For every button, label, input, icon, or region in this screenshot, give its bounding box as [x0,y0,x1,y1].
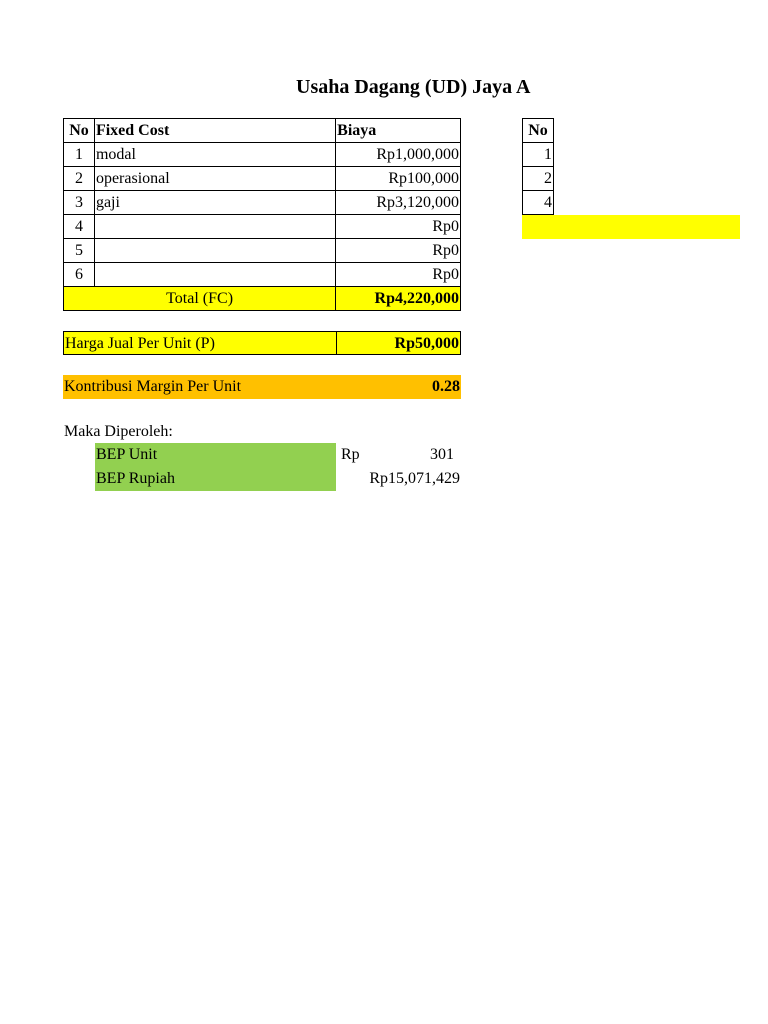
fixed-cost-table [63,118,461,311]
table-row [523,167,554,191]
result-heading: Maka Diperoleh: [64,423,173,440]
header-fixed-cost[interactable]: Fixed Cost [94,119,335,143]
total-label[interactable]: Total (FC) [64,287,336,311]
row-no[interactable]: 6 [64,263,95,287]
total-row [64,287,461,311]
header-biaya[interactable]: Biaya [336,119,461,143]
table-row [64,239,461,263]
table-row [523,143,554,167]
total-value[interactable]: Rp4,220,000 [336,287,461,311]
header-no[interactable]: No [64,119,95,143]
row-name[interactable]: modal [94,143,335,167]
header-no[interactable]: No [523,119,554,143]
bep-unit-currency[interactable]: Rp [341,446,360,463]
margin-value[interactable]: 0.28 [336,375,461,399]
bep-unit-value[interactable]: 301 [430,446,454,463]
row-name[interactable] [94,239,335,263]
row-cost[interactable]: Rp0 [336,239,461,263]
table-row [64,191,461,215]
table-header-row [64,119,461,143]
row-no[interactable]: 1 [523,143,554,167]
row-no[interactable]: 3 [64,191,95,215]
row-no[interactable]: 1 [64,143,95,167]
table-row [64,215,461,239]
row-cost[interactable]: Rp0 [336,263,461,287]
row-no[interactable]: 4 [523,191,554,215]
table-row [523,191,554,215]
bep-rupiah-label[interactable]: BEP Rupiah [95,467,336,491]
row-cost[interactable]: Rp0 [336,215,461,239]
row-no[interactable]: 4 [64,215,95,239]
sheet-title: Usaha Dagang (UD) Jaya A [296,76,531,98]
table-row [64,143,461,167]
row-cost[interactable]: Rp3,120,000 [336,191,461,215]
price-label[interactable]: Harga Jual Per Unit (P) [63,331,337,355]
price-value[interactable]: Rp50,000 [336,331,461,355]
row-name[interactable] [94,215,335,239]
bep-unit-label[interactable]: BEP Unit [95,443,336,467]
row-no[interactable]: 2 [523,167,554,191]
table-header-row [523,119,554,143]
variable-cost-table [522,118,554,215]
row-name[interactable]: operasional [94,167,335,191]
row-name[interactable] [94,263,335,287]
row-name[interactable]: gaji [94,191,335,215]
row-cost[interactable]: Rp100,000 [336,167,461,191]
margin-label[interactable]: Kontribusi Margin Per Unit [63,375,337,399]
table-row [64,263,461,287]
table-row [64,167,461,191]
bep-rupiah-value[interactable]: Rp15,071,429 [369,470,460,487]
row-no[interactable]: 2 [64,167,95,191]
row-no[interactable]: 5 [64,239,95,263]
row-cost[interactable]: Rp1,000,000 [336,143,461,167]
variable-total-highlight[interactable] [522,215,740,239]
